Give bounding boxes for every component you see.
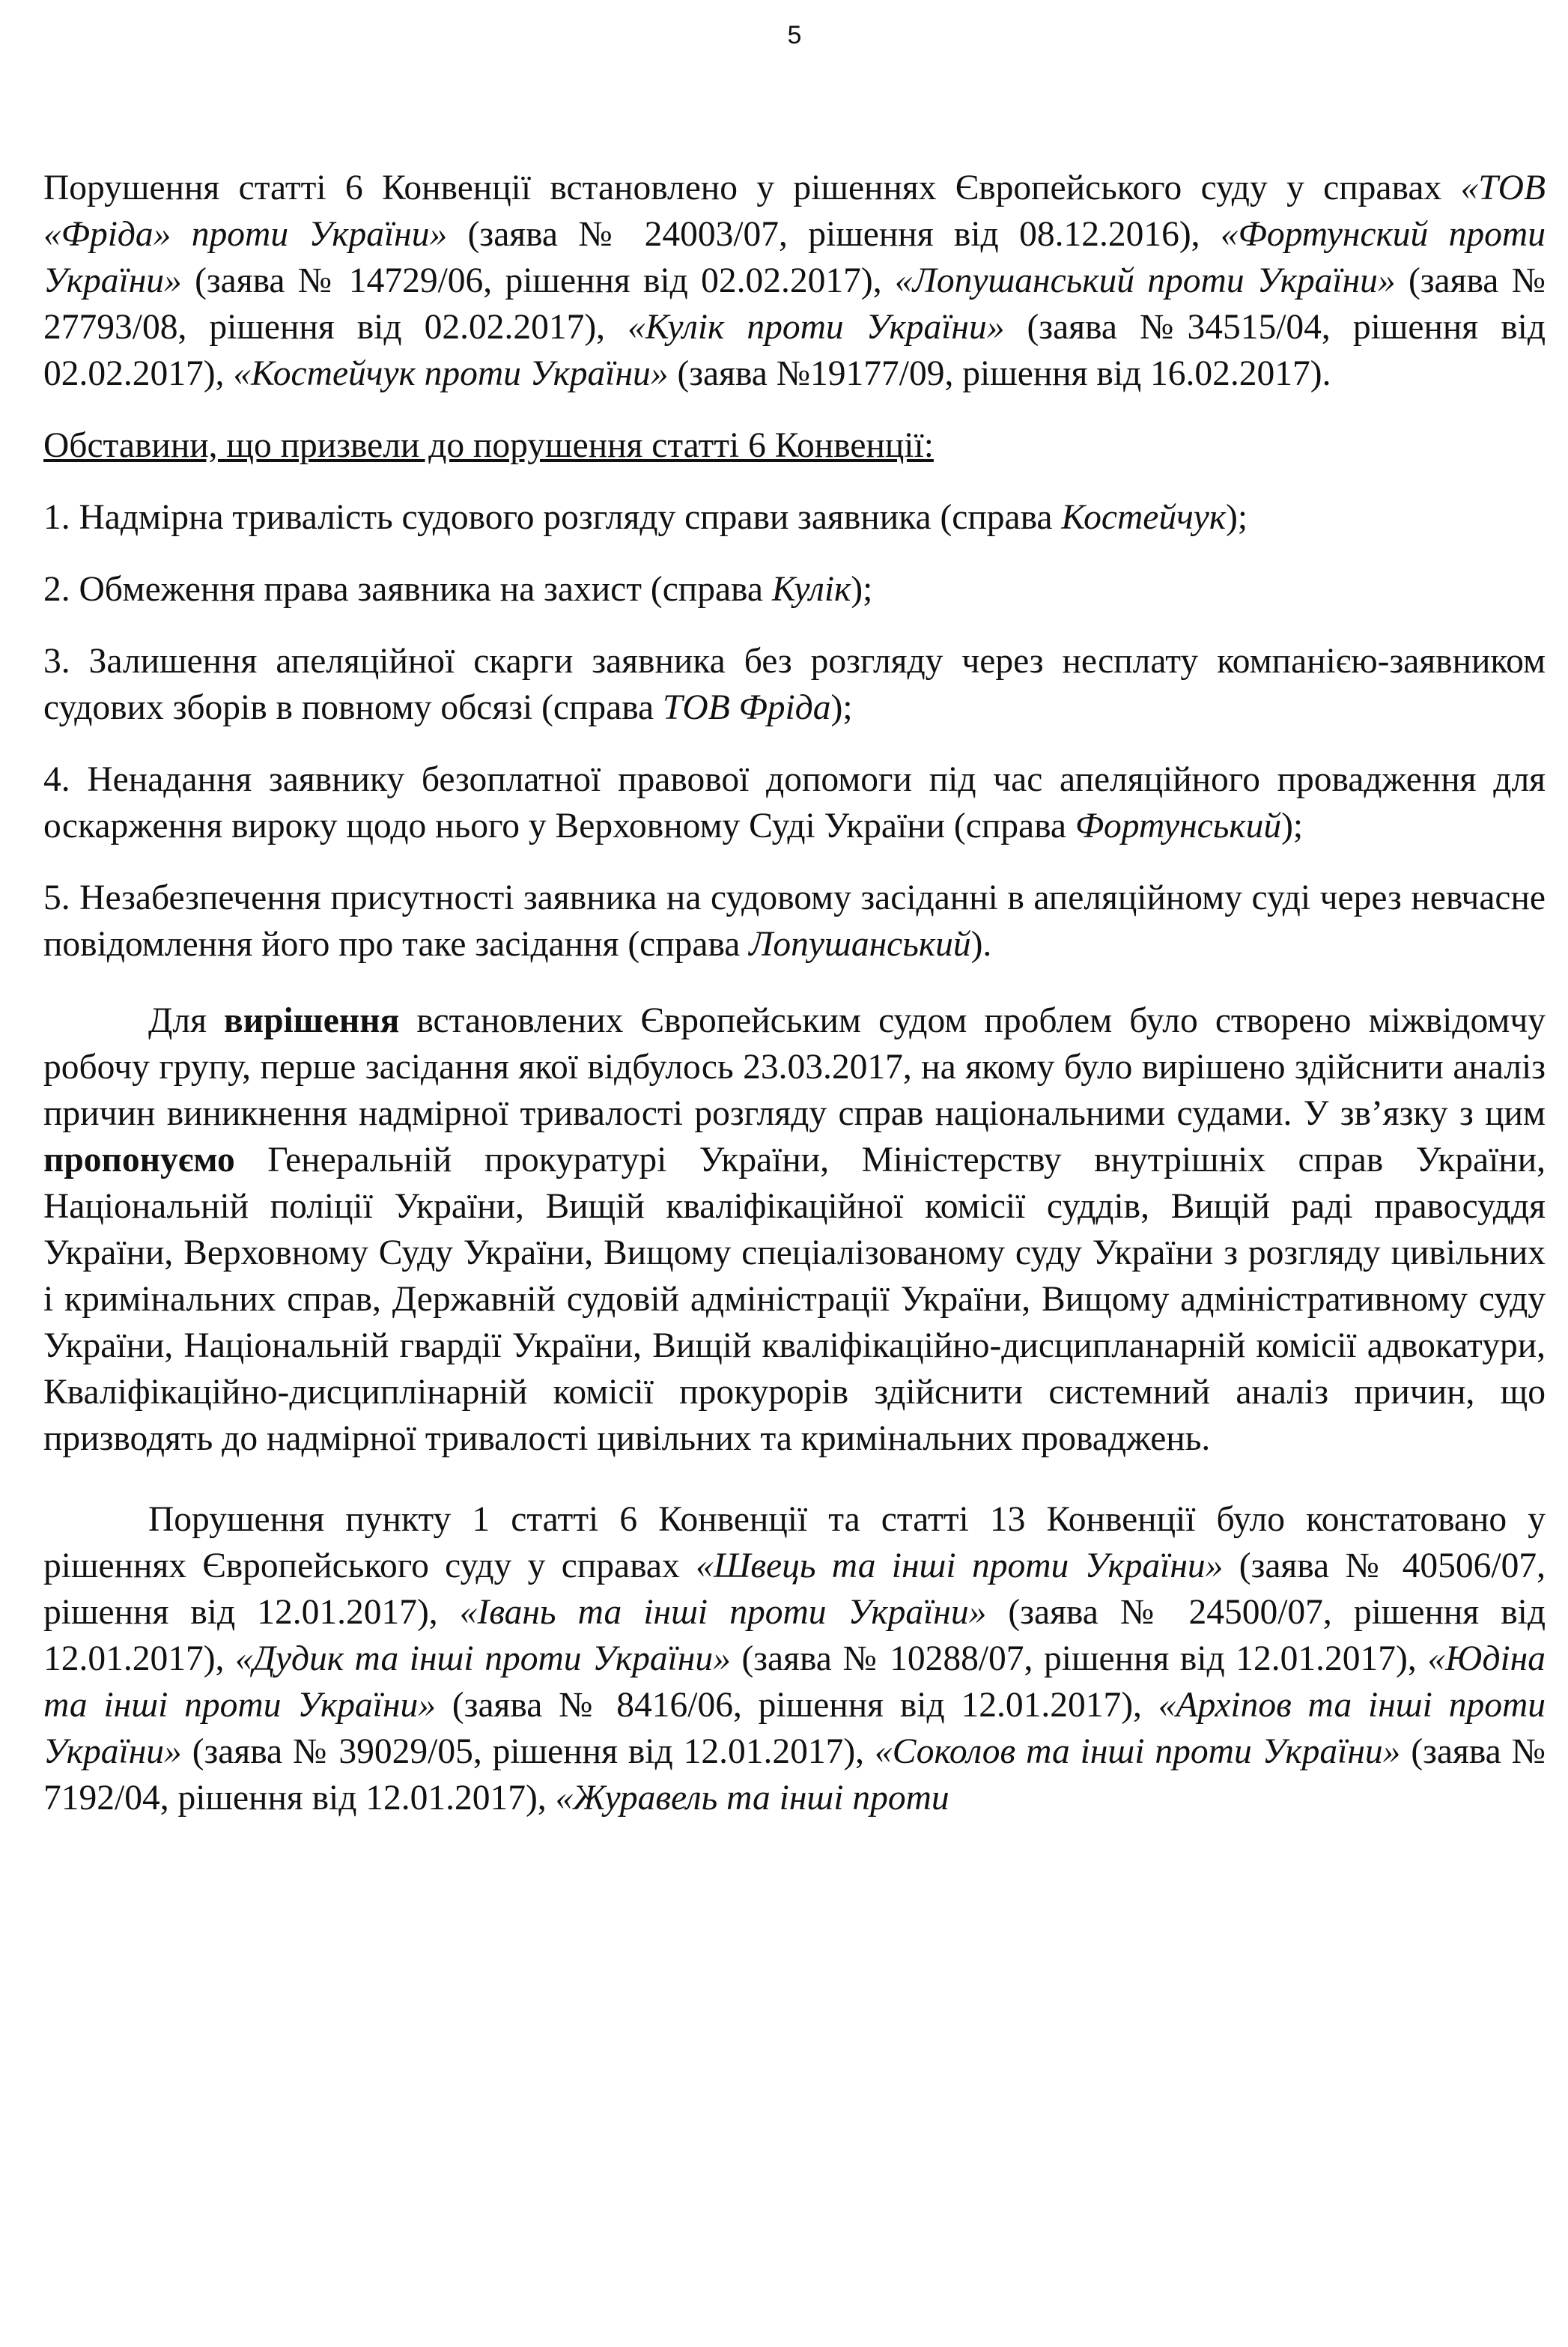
list-item: [43, 875, 1546, 968]
text: Для: [148, 1001, 225, 1040]
document-body: [43, 165, 1546, 1821]
text: (заява №34515/04, рішення від 02.02.2017),: [43, 308, 1546, 393]
case-name: «Архіпов та інші проти України»: [43, 1686, 1546, 1771]
case-name: Фортунський: [1075, 807, 1282, 845]
text: (заява № 39029/05, рішення від 12.01.2017),: [181, 1732, 875, 1771]
text: (заява № 24003/07, рішення від 08.12.2016),: [447, 215, 1221, 254]
item-text: 4. Ненадання заявнику безоплатної правової допомоги під час апеляційного провадження для оскарження вироку щодо нього у Верховному Суді України (справа: [43, 760, 1546, 845]
list-item: [43, 638, 1546, 731]
text: (заява № 40506/07, рішення від 12.01.2017),: [43, 1546, 1546, 1632]
item-end: );: [1226, 498, 1248, 537]
case-name: «Журавель та інші проти: [555, 1779, 949, 1818]
case-name: «ТОВ «Фріда» проти України»: [43, 168, 1546, 254]
bold-word: вирішення: [224, 1001, 400, 1040]
text: (заява № 10288/07, рішення від 12.01.2017),: [730, 1639, 1428, 1678]
item-text: 5. Незабезпечення присутності заявника на судовому засіданні в апеляційному суді через невчасне повідомлення його про таке засідання (справа: [43, 878, 1546, 964]
case-name: «Лопушанський проти України»: [894, 261, 1396, 300]
case-name: Лопушанський: [749, 925, 971, 964]
bold-word: пропонуємо: [43, 1141, 235, 1179]
case-name: Кулік: [771, 570, 851, 609]
case-name: «Фортунский проти України»: [43, 215, 1546, 300]
list-item: [43, 756, 1546, 849]
case-name: ТОВ Фріда: [662, 688, 831, 727]
section-heading: Обставини, що призвели до порушення статті 6 Конвенції:: [43, 426, 934, 465]
text: Генеральній прокуратурі України, Міністерству внутрішніх справ України, Національній поліції України, Вищій кваліфікаційної комісії суддів, Вищій раді правосуддя України, Верховному Суду України, Вищому спеціалізованому суду України з розгляду цивільних і кримінальних справ, Державній судовій адміністрації України, Вищому адміністративному суду України, Національній гвардії України, Вищій кваліфікаційно-дисципланарній комісії адвокатури, Кваліфікаційно-дисциплінарній комісії прокурорів здійснити системний аналіз причин, що призводять до надмірної тривалості цивільних та кримінальних проваджень.: [43, 1141, 1546, 1458]
page-number: 5: [787, 21, 802, 49]
item-text: 3. Залишення апеляційної скарги заявника без розгляду через несплату компанією-заявником судових зборів в повному обсязі (справа: [43, 642, 1546, 727]
case-name: «Костейчук проти України»: [233, 354, 669, 393]
paragraph-violations-article-6: [43, 165, 1546, 397]
case-name: «Дудик та інші проти України»: [235, 1639, 731, 1678]
text: встановлених Європейським судом проблем було створено міжвідомчу робочу групу, перше засідання якої відбулось 23.03.2017, на якому було вирішено здійснити аналіз причин виникнення надмірної тривалості розгляду справ національними судами. У зв’язку з цим: [43, 1001, 1546, 1133]
case-name: «Івань та інші проти України»: [459, 1593, 987, 1632]
case-name: «Соколов та інші проти України»: [874, 1732, 1401, 1771]
item-end: );: [830, 688, 853, 727]
list-item: [43, 566, 1546, 613]
text: (заява №19177/09, рішення від 16.02.2017).: [668, 354, 1331, 393]
text: (заява № 8416/06, рішення від 12.01.2017),: [436, 1686, 1158, 1725]
case-name: «Юдіна та інші проти України»: [43, 1639, 1546, 1725]
paragraph-violations-article-13: [43, 1496, 1546, 1821]
item-end: ).: [970, 925, 992, 964]
item-end: );: [1281, 807, 1304, 845]
case-name: «Кулік проти України»: [627, 308, 1005, 347]
case-name: Костейчук: [1061, 498, 1227, 537]
item-end: );: [851, 570, 873, 609]
text: (заява № 7192/04, рішення від 12.01.2017),: [43, 1732, 1546, 1818]
text: (заява № 14729/06, рішення від 02.02.2017),: [181, 261, 895, 300]
list-item: [43, 494, 1546, 541]
paragraph-working-group: [43, 998, 1546, 1462]
text: (заява № 27793/08, рішення від 02.02.2017),: [43, 261, 1546, 347]
text: Порушення статті 6 Конвенції встановлено у рішеннях Європейського суду у справах: [43, 168, 1461, 207]
text: (заява № 24500/07, рішення від 12.01.2017),: [43, 1593, 1546, 1678]
item-text: 1. Надмірна тривалість судового розгляду справи заявника (справа: [43, 498, 1062, 537]
text: Порушення пункту 1 статті 6 Конвенції та статті 13 Конвенції було констатовано у рішеннях Європейського суду у справах: [43, 1500, 1546, 1585]
case-name: «Швець та інші проти України»: [696, 1546, 1224, 1585]
item-text: 2. Обмеження права заявника на захист (справа: [43, 570, 772, 609]
